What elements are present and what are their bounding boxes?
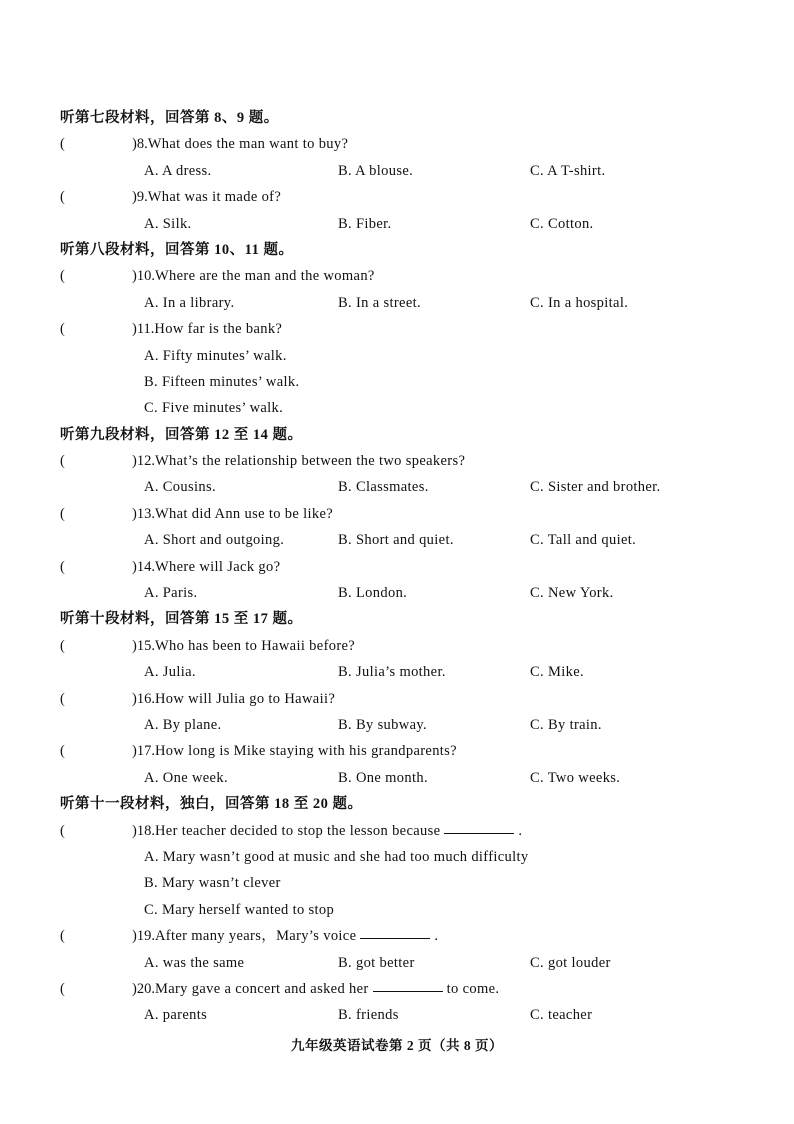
option-a: A. Cousins. xyxy=(144,479,216,496)
question-number: )14. xyxy=(132,558,155,575)
question-19-options xyxy=(60,950,750,976)
question-stem: How will Julia go to Hawaii? xyxy=(154,690,336,707)
question-stem: How far is the bank? xyxy=(154,321,283,338)
question-stem: What did Ann use to be like? xyxy=(154,505,334,522)
answer-bracket[interactable]: ( xyxy=(60,321,65,338)
question-stem: What’s the relationship between the two speakers? xyxy=(154,453,466,470)
answer-bracket[interactable]: ( xyxy=(60,136,65,153)
question-15 xyxy=(60,633,750,659)
option-c: C. New York. xyxy=(530,585,614,602)
answer-bracket[interactable]: ( xyxy=(60,928,65,945)
option-c: C. Tall and quiet. xyxy=(530,532,637,549)
option-a: A. Paris. xyxy=(144,585,198,602)
question-number: )19. xyxy=(132,928,155,945)
option-c: C. In a hospital. xyxy=(530,294,629,311)
option-a: A. In a library. xyxy=(144,294,235,311)
question-stem: Where will Jack go? xyxy=(154,558,281,575)
section-8-heading: 听第八段材料，回答第 10、11 题。 xyxy=(60,241,294,258)
option-a: A. Silk. xyxy=(144,215,192,232)
option-c: C. got louder xyxy=(530,954,611,971)
question-stem: Where are the man and the woman? xyxy=(154,268,375,285)
option-a: A. By plane. xyxy=(144,716,222,733)
question-9-options xyxy=(60,211,750,237)
question-number: )20. xyxy=(132,980,155,997)
option-b: B. Short and quiet. xyxy=(338,532,454,549)
option-b: B. One month. xyxy=(338,769,428,786)
option-c: C. A T-shirt. xyxy=(530,162,606,179)
question-8 xyxy=(60,131,750,157)
question-number: )17. xyxy=(132,743,155,760)
question-number: )8. xyxy=(132,136,148,153)
answer-bracket[interactable]: ( xyxy=(60,558,65,575)
option-c: C. Two weeks. xyxy=(530,769,621,786)
option-a: A. Mary wasn’t good at music and she had too much difficulty xyxy=(144,848,529,865)
answer-bracket[interactable]: ( xyxy=(60,822,65,839)
question-stem: After many years，Mary’s voice xyxy=(154,928,357,945)
section-11-heading: 听第十一段材料，独白，回答第 18 至 20 题。 xyxy=(60,796,363,813)
answer-blank[interactable] xyxy=(444,818,514,834)
option-b: B. By subway. xyxy=(338,716,428,733)
question-number: )13. xyxy=(132,505,155,522)
answer-bracket[interactable]: ( xyxy=(60,690,65,707)
option-b: B. A blouse. xyxy=(338,162,414,179)
question-10 xyxy=(60,263,750,289)
option-a: A. Julia. xyxy=(144,664,196,681)
question-number: )10. xyxy=(132,268,155,285)
answer-bracket[interactable]: ( xyxy=(60,453,65,470)
question-12 xyxy=(60,448,750,474)
question-number: )11. xyxy=(132,321,155,338)
question-19 xyxy=(60,923,750,949)
question-8-options xyxy=(60,158,750,184)
question-9 xyxy=(60,184,750,210)
question-13-options xyxy=(60,527,750,553)
option-c: C. Five minutes’ walk. xyxy=(144,400,284,417)
page-footer: 九年级英语试卷第 2 页（共 8 页） xyxy=(291,1038,503,1053)
question-list xyxy=(60,105,750,1029)
question-15-options xyxy=(60,659,750,685)
option-a: A. Fifty minutes’ walk. xyxy=(144,347,287,364)
option-c: C. Mary herself wanted to stop xyxy=(144,901,335,918)
question-17-options xyxy=(60,765,750,791)
option-b: B. friends xyxy=(338,1007,399,1024)
question-number: )15. xyxy=(132,637,155,654)
section-9-heading: 听第九段材料，回答第 12 至 14 题。 xyxy=(60,426,303,443)
answer-bracket[interactable]: ( xyxy=(60,505,65,522)
question-stem: How long is Mike staying with his grandparents? xyxy=(154,743,457,760)
question-14 xyxy=(60,554,750,580)
answer-bracket[interactable]: ( xyxy=(60,637,65,654)
option-a: A. Short and outgoing. xyxy=(144,532,285,549)
question-10-options xyxy=(60,290,750,316)
option-c: C. Cotton. xyxy=(530,215,594,232)
option-b: B. Fiber. xyxy=(338,215,392,232)
question-13 xyxy=(60,501,750,527)
question-16 xyxy=(60,686,750,712)
option-b: B. Mary wasn’t clever xyxy=(144,875,281,892)
question-20-options xyxy=(60,1002,750,1028)
option-b: B. London. xyxy=(338,585,408,602)
question-stem: What does the man want to buy? xyxy=(147,136,349,153)
answer-blank[interactable] xyxy=(360,923,430,939)
answer-bracket[interactable]: ( xyxy=(60,743,65,760)
option-c: C. Sister and brother. xyxy=(530,479,661,496)
question-stem-end: . xyxy=(518,822,523,839)
answer-bracket[interactable]: ( xyxy=(60,268,65,285)
option-a: A. parents xyxy=(144,1007,208,1024)
question-14-options xyxy=(60,580,750,606)
question-17 xyxy=(60,738,750,764)
section-10-heading: 听第十段材料，回答第 15 至 17 题。 xyxy=(60,611,303,628)
question-12-options xyxy=(60,474,750,500)
question-stem: Her teacher decided to stop the lesson because xyxy=(154,822,441,839)
question-16-options xyxy=(60,712,750,738)
answer-blank[interactable] xyxy=(373,976,443,992)
option-b: B. Julia’s mother. xyxy=(338,664,446,681)
question-stem: Mary gave a concert and asked her xyxy=(154,980,369,997)
question-number: )16. xyxy=(132,690,155,707)
question-stem: What was it made of? xyxy=(147,189,282,206)
option-c: C. teacher xyxy=(530,1007,593,1024)
question-stem-end: to come. xyxy=(446,980,500,997)
option-b: B. In a street. xyxy=(338,294,421,311)
option-a: A. One week. xyxy=(144,769,228,786)
option-a: A. was the same xyxy=(144,954,245,971)
option-b: B. got better xyxy=(338,954,415,971)
option-c: C. By train. xyxy=(530,716,602,733)
question-20 xyxy=(60,976,750,1002)
answer-bracket[interactable]: ( xyxy=(60,189,65,206)
question-number: )18. xyxy=(132,822,155,839)
question-number: )12. xyxy=(132,453,155,470)
question-stem-end: . xyxy=(434,928,439,945)
answer-bracket[interactable]: ( xyxy=(60,980,65,997)
option-b: B. Fifteen minutes’ walk. xyxy=(144,373,300,390)
question-11 xyxy=(60,316,750,342)
section-7-heading: 听第七段材料，回答第 8、9 题。 xyxy=(60,110,279,126)
option-b: B. Classmates. xyxy=(338,479,429,496)
question-stem: Who has been to Hawaii before? xyxy=(154,637,356,654)
option-a: A. A dress. xyxy=(144,162,212,179)
option-c: C. Mike. xyxy=(530,664,584,681)
question-number: )9. xyxy=(132,189,148,206)
question-18 xyxy=(60,818,750,844)
